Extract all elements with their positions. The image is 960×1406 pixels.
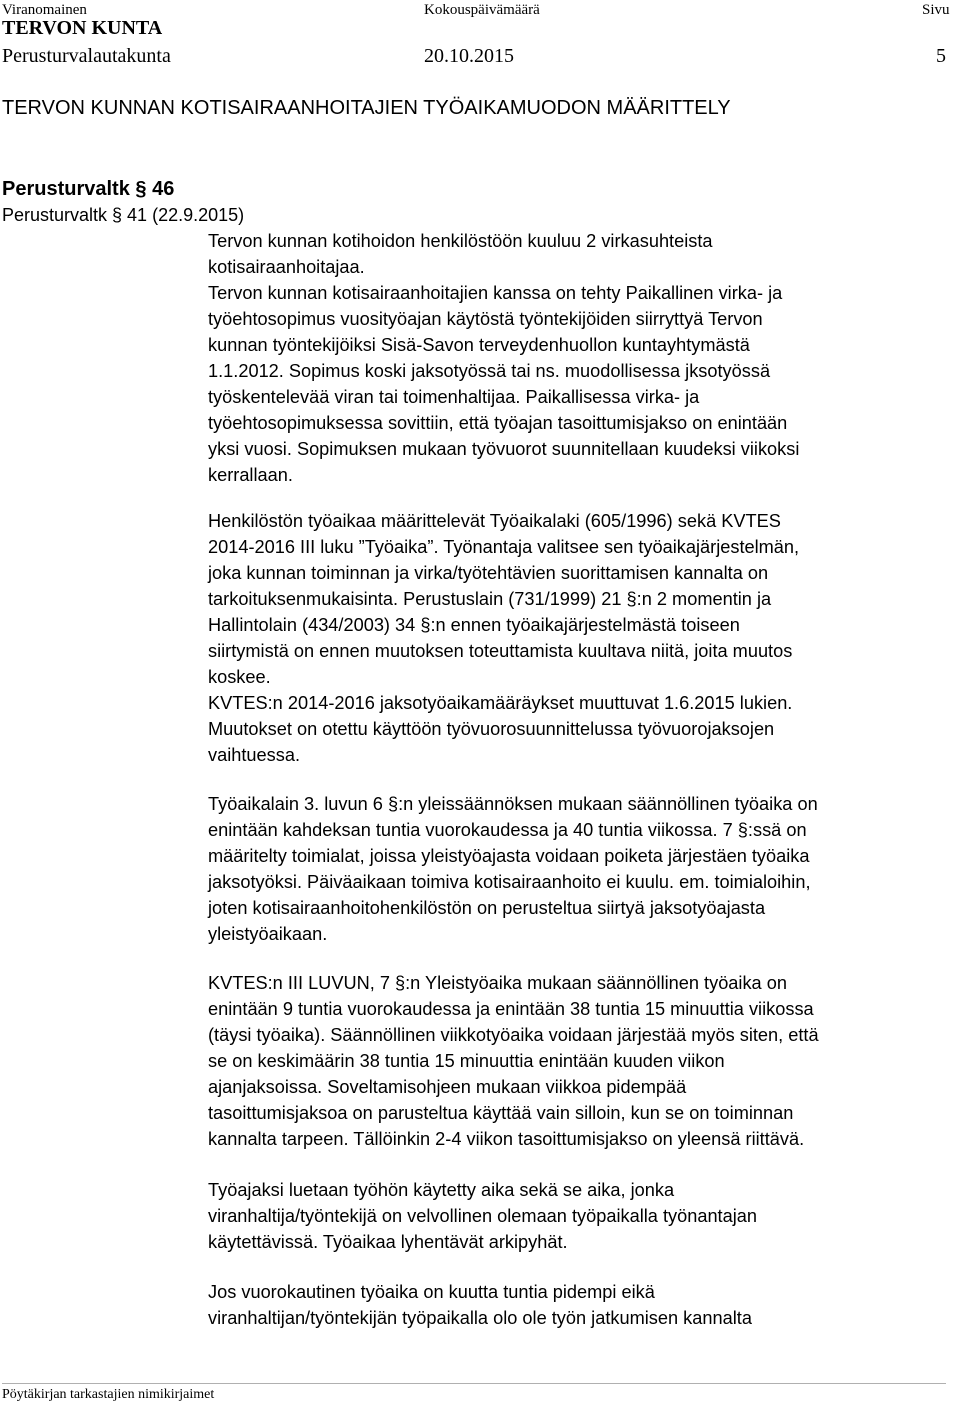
paragraph-line: 1.1.2012. Sopimus koski jaksotyössä tai ns. muodollisessa jksotyössä bbox=[208, 361, 771, 381]
paragraph-line: ajanjaksoissa. Soveltamisohjeen mukaan viikkoa pidempää bbox=[208, 1077, 687, 1097]
document-title: TERVON KUNNAN KOTISAIRAANHOITAJIEN TYÖAIKAMUODON MÄÄRITTELY bbox=[2, 97, 731, 119]
footer-divider bbox=[2, 1383, 946, 1384]
paragraph-line: työehtosopimuksessa sovittiin, että työajan tasoittumisjakso on enintään bbox=[208, 413, 788, 433]
paragraph-4 bbox=[208, 791, 960, 947]
previous-reference: Perusturvaltk § 41 (22.9.2015) bbox=[2, 205, 245, 225]
paragraph-line: yleistyöaikaan. bbox=[208, 924, 328, 944]
paragraph-line: Henkilöstön työaikaa määrittelevät Työaikalaki (605/1996) sekä KVTES bbox=[208, 511, 781, 531]
paragraph-line: yksi vuosi. Sopimuksen mukaan työvuorot suunnitellaan kuudeksi viikoksi bbox=[208, 439, 800, 459]
paragraph-line: jaksotyöksi. Päiväaikaan toimiva kotisairaanhoito ei kuulu. em. toimialoihin, bbox=[208, 872, 811, 892]
paragraph-line: Muutokset on otettu käyttöön työvuorosuunnittelussa työvuorojaksojen bbox=[208, 719, 775, 739]
paragraph-6 bbox=[208, 1177, 960, 1255]
paragraph-line: 2014-2016 III luku ”Työaika”. Työnantaja valitsee sen työaikajärjestelmän, bbox=[208, 537, 800, 557]
paragraph-line: (täysi työaika). Säännöllinen viikkotyöaika voidaan järjestää myös siten, että bbox=[208, 1025, 819, 1045]
paragraph-line: kerrallaan. bbox=[208, 465, 293, 485]
paragraph-line: tasoittumisjaksoa on parusteltua käyttää vain silloin, kun se on toiminnan bbox=[208, 1103, 794, 1123]
paragraph-line: joten kotisairaanhoitohenkilöstön on perusteltua siirtyä jaksotyöajasta bbox=[208, 898, 766, 918]
paragraph-line: työskentelevää viran tai toimenhaltijaa. Paikallisessa virka- ja bbox=[208, 387, 700, 407]
paragraph-line: Hallintolain (434/2003) 34 §:n ennen työaikajärjestelmästä toiseen bbox=[208, 615, 740, 635]
paragraph-line: Tervon kunnan kotihoidon henkilöstöön kuuluu 2 virkasuhteista bbox=[208, 231, 713, 251]
paragraph-line: KVTES:n III LUVUN, 7 §:n Yleistyöaika mukaan säännöllinen työaika on bbox=[208, 973, 787, 993]
meeting-date: 20.10.2015 bbox=[424, 45, 514, 67]
paragraph-line: kannalta tarpeen. Tällöinkin 2-4 viikon tasoittumisjakso on yleensä riittävä. bbox=[208, 1129, 805, 1149]
paragraph-5 bbox=[208, 970, 960, 1152]
paragraph-line: vaihtuessa. bbox=[208, 745, 301, 765]
paragraph-line: Jos vuorokautinen työaika on kuutta tuntia pidempi eikä bbox=[208, 1282, 655, 1302]
paragraph-line: Työajaksi luetaan työhön käytetty aika sekä se aika, jonka bbox=[208, 1180, 675, 1200]
board-name: Perusturvalautakunta bbox=[2, 45, 171, 67]
header-official-label: Viranomainen bbox=[2, 2, 87, 18]
paragraph-line: työehtosopimus vuosityöajan käytöstä työntekijöiden siirryttyä Tervon bbox=[208, 309, 763, 329]
header-date-label: Kokouspäivämäärä bbox=[424, 2, 540, 18]
paragraph-line: tarkoituksenmukaisinta. Perustuslain (731/1999) 21 §:n 2 momentin ja bbox=[208, 589, 772, 609]
paragraph-2 bbox=[208, 280, 960, 488]
paragraph-line: Työaikalain 3. luvun 6 §:n yleissäännöksen mukaan säännöllinen työaika on bbox=[208, 794, 818, 814]
header-page-label: Sivu bbox=[922, 2, 950, 18]
paragraph-line: kotisairaanhoitajaa. bbox=[208, 257, 365, 277]
paragraph-3 bbox=[208, 508, 960, 768]
paragraph-line: viranhaltija/työntekijä on velvollinen olemaan työpaikalla työnantajan bbox=[208, 1206, 757, 1226]
paragraph-line: siirtymistä on ennen muutoksen toteuttamista kuultava niitä, joita muutos bbox=[208, 641, 793, 661]
paragraph-line: KVTES:n 2014-2016 jaksotyöaikamääräykset muuttuvat 1.6.2015 lukien. bbox=[208, 693, 793, 713]
page-number: 5 bbox=[936, 45, 946, 67]
paragraph-7 bbox=[208, 1279, 960, 1331]
paragraph-line: määritelty toimialat, joissa yleistyöajasta voidaan poiketa järjestäen työaika bbox=[208, 846, 810, 866]
organization-name: TERVON KUNTA bbox=[2, 17, 163, 39]
paragraph-line: se on keskimäärin 38 tuntia 15 minuuttia enintään kuuden viikon bbox=[208, 1051, 725, 1071]
footer-signature-label: Pöytäkirjan tarkastajien nimikirjaimet bbox=[2, 1387, 215, 1402]
section-reference: Perusturvaltk § 46 bbox=[2, 178, 175, 200]
paragraph-line: kunnan työntekijöiksi Sisä-Savon terveydenhuollon kuntayhtymästä bbox=[208, 335, 750, 355]
paragraph-line: joka kunnan toiminnan ja virka/työtehtävien suorittamisen kannalta on bbox=[208, 563, 769, 583]
paragraph-line: viranhaltijan/työntekijän työpaikalla olo ole työn jatkumisen kannalta bbox=[208, 1308, 752, 1328]
paragraph-line: koskee. bbox=[208, 667, 271, 687]
paragraph-1 bbox=[208, 228, 960, 280]
paragraph-line: Tervon kunnan kotisairaanhoitajien kanssa on tehty Paikallinen virka- ja bbox=[208, 283, 783, 303]
paragraph-line: käytettävissä. Työaikaa lyhentävät arkipyhät. bbox=[208, 1232, 568, 1252]
paragraph-line: enintään kahdeksan tuntia vuorokaudessa ja 40 tuntia viikossa. 7 §:ssä on bbox=[208, 820, 807, 840]
paragraph-line: enintään 9 tuntia vuorokaudessa ja enintään 38 tuntia 15 minuuttia viikossa bbox=[208, 999, 814, 1019]
